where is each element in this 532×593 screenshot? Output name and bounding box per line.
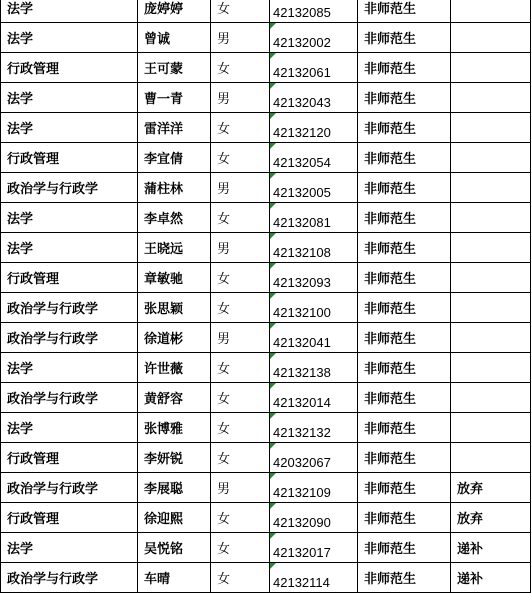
major-cell: 行政管理	[1, 143, 138, 173]
note-cell: 递补	[451, 563, 531, 593]
table-row	[1, 83, 531, 113]
student-id-text: 42132132	[273, 425, 331, 440]
cell-comment-marker-icon	[270, 443, 276, 449]
major-cell: 法学	[1, 233, 138, 263]
student-id-text: 42132043	[273, 95, 331, 110]
student-id-cell	[270, 533, 358, 563]
gender-cell: 男	[211, 83, 270, 113]
student-id-text: 42132120	[273, 125, 331, 140]
note-cell	[451, 413, 531, 443]
student-type-cell: 非师范生	[358, 53, 451, 83]
gender-cell: 女	[211, 203, 270, 233]
name-cell: 徐道彬	[138, 323, 211, 353]
student-id-cell	[270, 263, 358, 293]
student-id-text: 42132081	[273, 215, 331, 230]
major-cell: 法学	[1, 83, 138, 113]
major-cell: 法学	[1, 413, 138, 443]
gender-cell: 女	[211, 443, 270, 473]
student-type-cell: 非师范生	[358, 473, 451, 503]
name-cell: 庞婷婷	[138, 0, 211, 23]
student-id-text: 42132002	[273, 35, 331, 50]
student-id-text: 42132138	[273, 365, 331, 380]
table-row	[1, 503, 531, 533]
note-cell	[451, 23, 531, 53]
note-cell: 递补	[451, 533, 531, 563]
note-cell	[451, 383, 531, 413]
cell-comment-marker-icon	[270, 413, 276, 419]
gender-cell: 女	[211, 263, 270, 293]
gender-cell: 女	[211, 383, 270, 413]
note-cell	[451, 443, 531, 473]
gender-cell: 女	[211, 503, 270, 533]
student-type-cell: 非师范生	[358, 413, 451, 443]
name-cell: 李卓然	[138, 203, 211, 233]
name-cell: 张思颖	[138, 293, 211, 323]
student-type-cell: 非师范生	[358, 233, 451, 263]
note-cell	[451, 83, 531, 113]
major-cell: 行政管理	[1, 53, 138, 83]
student-id-cell	[270, 203, 358, 233]
major-cell: 政治学与行政学	[1, 383, 138, 413]
major-cell: 法学	[1, 533, 138, 563]
gender-cell: 女	[211, 53, 270, 83]
major-cell: 法学	[1, 203, 138, 233]
student-id-text: 42132005	[273, 185, 331, 200]
student-type-cell: 非师范生	[358, 533, 451, 563]
cell-comment-marker-icon	[270, 113, 276, 119]
student-id-text: 42132100	[273, 305, 331, 320]
gender-cell: 男	[211, 473, 270, 503]
student-id-text: 42132017	[273, 545, 331, 560]
cell-comment-marker-icon	[270, 353, 276, 359]
student-type-cell: 非师范生	[358, 263, 451, 293]
name-cell: 李展聪	[138, 473, 211, 503]
cell-comment-marker-icon	[270, 233, 276, 239]
name-cell: 张博雅	[138, 413, 211, 443]
note-cell	[451, 143, 531, 173]
name-cell: 曹一青	[138, 83, 211, 113]
gender-cell: 女	[211, 0, 270, 23]
table-row	[1, 413, 531, 443]
cell-comment-marker-icon	[270, 563, 276, 569]
student-type-cell: 非师范生	[358, 0, 451, 23]
table-row	[1, 323, 531, 353]
name-cell: 吴悦铭	[138, 533, 211, 563]
student-id-cell	[270, 413, 358, 443]
major-cell: 法学	[1, 0, 138, 23]
name-cell: 王可蒙	[138, 53, 211, 83]
note-cell	[451, 233, 531, 263]
note-cell	[451, 353, 531, 383]
student-id-text: 42132061	[273, 65, 331, 80]
note-cell	[451, 113, 531, 143]
table-row	[1, 143, 531, 173]
note-cell: 放弃	[451, 503, 531, 533]
name-cell: 李妍锐	[138, 443, 211, 473]
student-id-cell	[270, 113, 358, 143]
major-cell: 法学	[1, 23, 138, 53]
student-id-text: 42032067	[273, 455, 331, 470]
student-type-cell: 非师范生	[358, 443, 451, 473]
student-type-cell: 非师范生	[358, 203, 451, 233]
table-row	[1, 113, 531, 143]
student-id-text: 42132114	[273, 575, 330, 590]
student-id-cell	[270, 473, 358, 503]
student-id-cell	[270, 143, 358, 173]
cell-comment-marker-icon	[270, 503, 276, 509]
gender-cell: 男	[211, 233, 270, 263]
student-id-cell	[270, 173, 358, 203]
name-cell: 曾诚	[138, 23, 211, 53]
major-cell: 政治学与行政学	[1, 293, 138, 323]
student-id-text: 42132041	[273, 335, 331, 350]
cell-comment-marker-icon	[270, 53, 276, 59]
cell-comment-marker-icon	[270, 143, 276, 149]
student-type-cell: 非师范生	[358, 323, 451, 353]
gender-cell: 男	[211, 23, 270, 53]
note-cell: 放弃	[451, 473, 531, 503]
table-row	[1, 0, 531, 23]
cell-comment-marker-icon	[270, 203, 276, 209]
student-type-cell: 非师范生	[358, 563, 451, 593]
student-id-text: 42132090	[273, 515, 331, 530]
student-id-cell	[270, 503, 358, 533]
name-cell: 黄舒容	[138, 383, 211, 413]
student-id-cell	[270, 53, 358, 83]
name-cell: 章敏驰	[138, 263, 211, 293]
note-cell	[451, 173, 531, 203]
table-row	[1, 563, 531, 593]
student-type-cell: 非师范生	[358, 293, 451, 323]
student-type-cell: 非师范生	[358, 143, 451, 173]
cell-comment-marker-icon	[270, 323, 276, 329]
cell-comment-marker-icon	[270, 83, 276, 89]
name-cell: 蒲柱林	[138, 173, 211, 203]
gender-cell: 女	[211, 533, 270, 563]
student-type-cell: 非师范生	[358, 503, 451, 533]
student-id-text: 42132109	[273, 485, 331, 500]
student-type-cell: 非师范生	[358, 353, 451, 383]
table-row	[1, 443, 531, 473]
gender-cell: 女	[211, 413, 270, 443]
name-cell: 许世薇	[138, 353, 211, 383]
major-cell: 行政管理	[1, 263, 138, 293]
cell-comment-marker-icon	[270, 23, 276, 29]
cell-comment-marker-icon	[270, 173, 276, 179]
note-cell	[451, 203, 531, 233]
table-row	[1, 473, 531, 503]
cell-comment-marker-icon	[270, 263, 276, 269]
major-cell: 行政管理	[1, 443, 138, 473]
student-id-cell	[270, 563, 358, 593]
major-cell: 政治学与行政学	[1, 173, 138, 203]
name-cell: 车晴	[138, 563, 211, 593]
student-type-cell: 非师范生	[358, 83, 451, 113]
table-row	[1, 53, 531, 83]
cell-comment-marker-icon	[270, 293, 276, 299]
name-cell: 徐迎熙	[138, 503, 211, 533]
gender-cell: 女	[211, 113, 270, 143]
table-row	[1, 263, 531, 293]
table-row	[1, 173, 531, 203]
table-row	[1, 293, 531, 323]
table-row	[1, 23, 531, 53]
major-cell: 政治学与行政学	[1, 323, 138, 353]
cell-comment-marker-icon	[270, 473, 276, 479]
note-cell	[451, 53, 531, 83]
student-id-text: 42132014	[273, 395, 331, 410]
student-id-cell	[270, 83, 358, 113]
student-type-cell: 非师范生	[358, 173, 451, 203]
table-row	[1, 233, 531, 263]
student-id-cell	[270, 443, 358, 473]
table-body	[1, 0, 531, 593]
student-id-cell	[270, 353, 358, 383]
major-cell: 行政管理	[1, 503, 138, 533]
table-row	[1, 383, 531, 413]
cell-comment-marker-icon	[270, 533, 276, 539]
note-cell	[451, 263, 531, 293]
gender-cell: 男	[211, 173, 270, 203]
student-id-cell	[270, 233, 358, 263]
name-cell: 雷洋洋	[138, 113, 211, 143]
student-id-cell	[270, 0, 358, 23]
gender-cell: 女	[211, 563, 270, 593]
major-cell: 政治学与行政学	[1, 473, 138, 503]
table-row	[1, 203, 531, 233]
gender-cell: 男	[211, 323, 270, 353]
student-id-cell	[270, 23, 358, 53]
student-id-text: 42132108	[273, 245, 331, 260]
name-cell: 李宜倩	[138, 143, 211, 173]
student-type-cell: 非师范生	[358, 23, 451, 53]
student-type-cell: 非师范生	[358, 383, 451, 413]
table-row	[1, 353, 531, 383]
gender-cell: 女	[211, 143, 270, 173]
name-cell: 王晓远	[138, 233, 211, 263]
note-cell	[451, 323, 531, 353]
note-cell	[451, 293, 531, 323]
note-cell	[451, 0, 531, 23]
student-id-text: 42132054	[273, 155, 331, 170]
student-id-cell	[270, 383, 358, 413]
student-id-text: 42132085	[273, 5, 331, 20]
table-row	[1, 533, 531, 563]
student-id-cell	[270, 293, 358, 323]
student-type-cell: 非师范生	[358, 113, 451, 143]
gender-cell: 女	[211, 293, 270, 323]
cell-comment-marker-icon	[270, 383, 276, 389]
major-cell: 政治学与行政学	[1, 563, 138, 593]
major-cell: 法学	[1, 113, 138, 143]
gender-cell: 女	[211, 353, 270, 383]
student-id-cell	[270, 323, 358, 353]
student-id-text: 42132093	[273, 275, 331, 290]
major-cell: 法学	[1, 353, 138, 383]
